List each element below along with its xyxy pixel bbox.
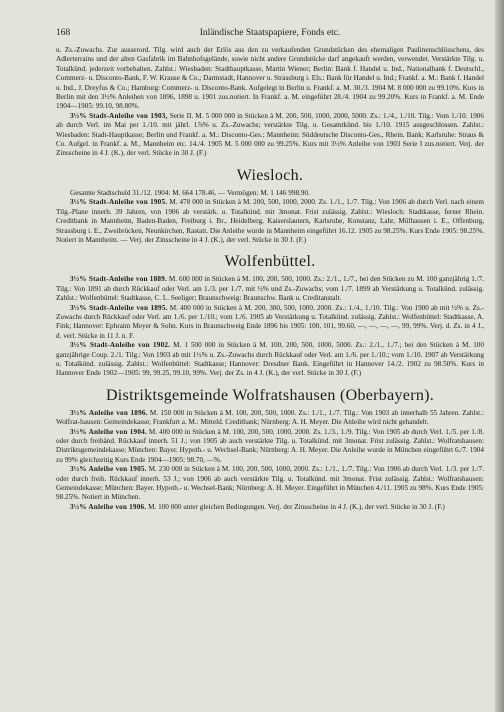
section-title-wiesloch: Wiesloch.	[236, 166, 304, 184]
loan-text: M. 400 000 in Stücken à M. 100, 200, 500, 1000, 2000. Zs. 1./3., 1./9. Tilg.: Von 1905 ab durch Verl. 1./5. per 1./8. oder durch freihänd. Rückkauf innerh. 51 J.; von 1905 ab auch verstärkte Tilg. u. Totalkünd. mit 3monat. Frist zulässig. Zahlst.: Wolfratshausen: Distriktsgemeindekasse; München: Bayer. Hypoth.- u. Wechsel-Bank; Nürnberg: A. H. Meyer. Die Anleihe wurde in München eingeführt 6./7. 1904 zu 99% gleichzeitig Kurs Ende 1904—1905: 98.70, —%.	[56, 427, 484, 464]
section-title-wolfenbuettel: Wolfenbüttel.	[224, 253, 316, 271]
loan-heading: 3½% Anleihe von 1905.	[70, 465, 147, 474]
page-header	[56, 28, 484, 42]
loan-heading: 3½% Anleihe von 1904.	[70, 427, 147, 436]
entry-wiesloch-1905	[56, 198, 484, 245]
loan-heading: 3½% Stadt-Anleihe von 1889.	[70, 275, 167, 284]
loan-heading: 3½% Stadt-Anleihe von 1895.	[70, 303, 168, 312]
loan-text: Serie II. M. 5 000 000 in Stücken à M. 200, 500, 1000, 2000, 5000. Zs.: 1./4., 1./10. Tilg.: Vom 1./10. 1906 ab durch Verl. im Mai per 1./10. mit jährl. 1⅞% u. Zs.-Zuwachs; verstärkte Tilg. u. Gesamtkünd. bis 1./10. 1915 ausgeschlossen. Zahlst.: Wiesbaden: Stadt-Hauptkasse; Berlin und Frankf. a. M.: Disconto-Ges.; Mannheim: Süddeutsche Disconto-Ges., Rhein. Bank; Karlsruhe: Straus & Co. Aufgel. in Frankf. a. M., Mannheim etc. 14./4. 1905 M. 5 000 000 zu 99.25%. Kurs mit 3½% Anleihe von 1903 Serie I zus.notiert. Verj. der Zinsscheine in 4 J. (K.), der verl. Stücke in 30 J. (F.)	[56, 111, 484, 158]
loan-text: M. 400 000 in Stücken à M. 200, 300, 500, 1000, 2000. Zs.: 1./4., 1./10. Tilg.: Von 1900 ab mit ½% u. Zs.-Zuwachs durch Rückkauf oder Verl. am 1./6. per 1./10.; vom 1./6. 1905 ab Verstärkung u. Totalkünd. zulässig. Zahlst.: Wolfenbüttel: Stadtkasse, A. Fink; Hannover: Ephraim Meyer & Sohn. Kurs in Braunschweig Ende 1896 bis 1905: 100, 101, 99.60, —, —, —, —, 99, 99%. Verj. d. Zs. in 4 J., d. verl. Stücke in 11 J. n. F.	[56, 303, 484, 340]
loan-heading: 3½% Stadt-Anleihe von 1903,	[70, 111, 168, 120]
paragraph-loan-1903	[56, 112, 484, 159]
loan-text: M. 478 000 in Stücken à M. 200, 500, 1000, 2000. Zs. 1./1., 1./7. Tilg.: Von 1906 ab durch Verl. nach einem Tilg.-Plane innerh. 39 Jahren, von 1906 ab verstärk. u. Totalkünd. mit 3monat. Frist zulässig. Zahlst.: Wiesloch: Stadtkasse, ferner Rhein. Creditbank in Mannheim, Baden-Baden, Freiburg i. Br., Heidelberg, Kaiserslautern, Karlsruhe, Konstanz, Lahr, Mülhausen i. E., Offenburg, Strassburg i. E., Zweibrücken, Neunkirchen, Rastatt. Die Anleihe wurde in Mannheim eingeführt 16.12. 1905 zu 98.25%. Kurs Ende 1905: 98.25%. Notiert in Mannheim. — Verj. der Zinsscheine in 4 J. (K.), der verl. Stücke in 30 J. (F.)	[56, 198, 484, 244]
loan-heading: 3½% Stadt-Anleihe von 1902.	[70, 341, 171, 350]
loan-text: M. 1 500 000 in Stücken à M. 100, 200, 500, 1000, 5000. Zs.: 2./1., 1./7.; bei den Stücken à M. 100 ganzjährige Coup. 2./1. Tilg.: Von 1903 ab mit 1½% u. Zs.-Zuwachs durch Rückkauf oder Verl. am 1./6. per 1./10.; vom 1./10. 1907 ab Verstärkung u. Totalkünd. zulässig. Zahlst.: Wolfenbüttel: Stadtkasse; Hannover: Dresdner Bank. Eingeführt in Hannover 14./2. 1902 zu 98.50%. Kurs in Hannover Ende 1902—1905: 99, 99.25, 99.10, 99%. Verj. der Zs. in 4 J. (K.), der verl. Stücke in 30 J. (F.)	[56, 341, 484, 378]
entry-wolfratshausen-1896	[56, 409, 484, 428]
loan-text: M. 230 000 in Stücken à M. 100, 200, 500, 1000, 2000. Zs.: 1./1., 1./7. Tilg.: Von 1906 ab durch Verl. 1./3. per 1./7. oder durch freih. Rückkauf innerh. 53 J.; von 1906 ab auch verstärkte Tilg. u. Totalkünd. mit 3monat. Frist zulässig. Zahlst.: Wolfratshausen: Gemeindekasse; München: Bayer. Hypoth.- u. Wechsel-Bank; Nürnberg: A. H. Meyer. Eingeführt in München 4./11. 1905 zu 98%. Kurs Ende 1905: 98.25%. Notiert in München.	[56, 465, 484, 502]
loan-text: M. 100 000 unter gleichen Bedingungen. Verj. der Zinsscheine in 4 J. (K.), der verl. Stücke in 30 J. (F.)	[146, 502, 445, 511]
running-title: Inländische Staatspapiere, Fonds etc.	[199, 28, 341, 38]
entry-wolfenbuettel-1902	[56, 341, 484, 379]
entry-wolfratshausen-1905	[56, 465, 484, 503]
page-number: 168	[56, 28, 71, 38]
loan-heading: 3½% Stadt-Anleihe von 1905.	[70, 198, 168, 207]
loan-text: M. 150 000 in Stücken à M. 100, 200, 500, 1000. Zs.: 1./1., 1./7. Tilg.: Von 1903 ab innerhalb 55 Jahren. Zahlst.: Wolfrat-hausen: Gemeindekasse; Frankfurt a. M.: Mitteld. Creditbank; Nürnberg: A. H. Meyer. Die Anleihe wird nicht gehandelt.	[56, 408, 484, 427]
entry-wolfratshausen-1906	[56, 503, 484, 512]
loan-heading: 3½% Anleihe von 1896.	[70, 408, 148, 417]
loan-heading: 3½% Anleihe von 1906.	[70, 502, 147, 511]
entry-wolfratshausen-1904	[56, 428, 484, 466]
section-intro-wiesloch: Gesamte Stadtschuld 31./12. 1904: M. 664 178.46. — Vermögen: M. 1 146 998.90.	[70, 188, 310, 197]
section-title-wolfratshausen: Distriktsgemeinde Wolfratshausen (Oberbayern).	[105, 386, 435, 404]
paragraph-continuation: u. Zs.-Zuwachs. Zur ausserord. Tilg. wird auch der Erlös aus den zu verkaufenden Grundstücken des ehemaligen Paulinenschlösschens, des Adlerterrains und der alten Gasfabrik im Bahnhofsgelände, sowie nicht andere Grundstücke darf angekauft werden, verwendet. Verstärkte Tilg. u. Totalkünd. jederzeit vorbehalten. Zahlst.: Wiesbaden: Stadthauptkasse, Martin Wiener; Berlin: Bank f. Handel u. Ind., Nationalbank f. Deutschl., Commerz- u. Disconto-Bank, F. W. Krause & Co.; Darmstadt, Hannover u. Strassburg i. Els.: Bank für Handel u. Ind.; Frankf. a. M.: Bank f. Handel u. Ind., J. Dreyfus & Co.; Hamburg: Commerz- u. Disconto-Bank. Aufgelegt in Berlin u. Frankf. a. M. 30./3. 1904 M. 8 000 000 zu 99.10%. Kurs in Berlin mit den 3½% Anleihen von 1896, 1898 u. 1901 zus.notiert. In Frankf. a. M. eingeführt 28./4. 1904 zu 99.20%. Kurs in Frankf. a. M. Ende 1904—1905: 99.10, 98.80%.	[56, 46, 484, 111]
entry-wolfenbuettel-1895	[56, 304, 484, 342]
page-edge-shadow	[495, 0, 504, 712]
page-content	[56, 28, 484, 512]
entry-wolfenbuettel-1889	[56, 275, 484, 303]
loan-text: M. 600 000 in Stücken à M. 100, 200, 500, 1000. Zs.: 2./1., 1./7., bei den Stücken zu M. 100 ganzjährig 1./7. Tilg.: Von 1891 ab durch Rückkauf oder Verl. am 1./3. per 1./7. mit ½% und Zs.-Zuwachs; vom 1./7. 1899 ab Verstärkung u. Totalkünd. zulässig. Zahlst.: Wolfenbüttel: Stadtkasse, C. L. Seeliger; Braunschweig: Braunschw. Bank u. Creditanstalt.	[56, 275, 484, 303]
